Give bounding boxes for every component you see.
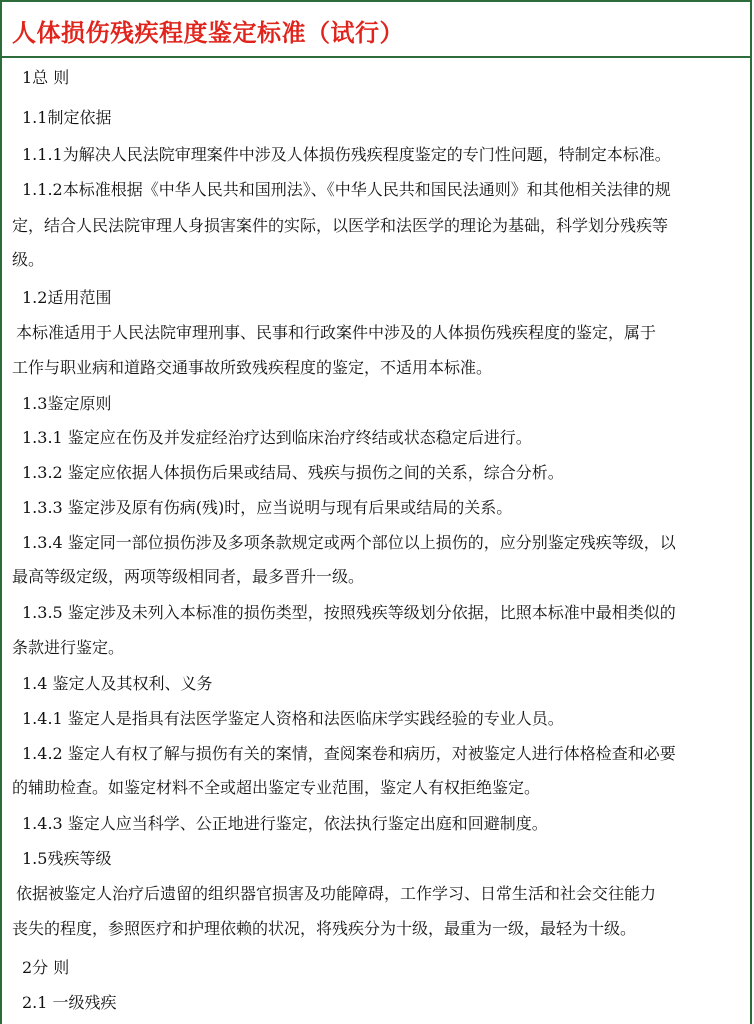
- paragraph-line: 1.4.1 鉴定人是指具有法医学鉴定人资格和法医临床学实践经验的专业人员。: [22, 709, 564, 728]
- paragraph-line: 条款进行鉴定。: [12, 638, 125, 657]
- paragraph-line: 1.3.2 鉴定应依据人体损伤后果或结局、残疾与损伤之间的关系，综合分析。: [22, 463, 564, 482]
- heading-grades: 1.5残疾等级: [22, 849, 112, 868]
- paragraph-line: 1.1.1为解决人民法院审理案件中涉及人体损伤残疾程度鉴定的专门性问题，特制定本标准。: [22, 145, 671, 164]
- paragraph-line: 定，结合人民法院审理人身损害案件的实际，以医学和法医学的理论为基础，科学划分残疾等: [12, 216, 669, 235]
- heading-appraiser: 1.4 鉴定人及其权利、义务: [22, 674, 213, 693]
- paragraph-line: 1.3.5 鉴定涉及未列入本标准的损伤类型，按照残疾等级划分依据，比照本标准中最相类似的: [22, 603, 676, 622]
- paragraph-line: 级。: [12, 250, 45, 269]
- paragraph-line: 本标准适用于人民法院审理刑事、民事和行政案件中涉及的人体损伤残疾程度的鉴定，属于: [16, 323, 657, 342]
- title-bar: [2, 0, 750, 58]
- paragraph-line: 的辅助检查。如鉴定材料不全或超出鉴定专业范围，鉴定人有权拒绝鉴定。: [12, 778, 541, 797]
- heading-basis: 1.1制定依据: [22, 108, 112, 127]
- paragraph-line: 丧失的程度，参照医疗和护理依赖的状况，将残疾分为十级，最重为一级，最轻为十级。: [12, 919, 637, 938]
- heading-scope: 1.2适用范围: [22, 288, 112, 307]
- paragraph-line: 1.1.2本标准根据《中华人民共和国刑法》、《中华人民共和国民法通则》和其他相关法律的规: [22, 180, 671, 199]
- heading-grade-one: 2.1 一级残疾: [22, 993, 117, 1012]
- paragraph-line: 1.3.1 鉴定应在伤及并发症经治疗达到临床治疗终结或状态稳定后进行。: [22, 428, 532, 447]
- paragraph-line: 1.3.4 鉴定同一部位损伤涉及多项条款规定或两个部位以上损伤的，应分别鉴定残疾等级，以: [22, 533, 676, 552]
- document-title: 人体损伤残疾程度鉴定标准（试行）: [12, 18, 404, 47]
- heading-general: 1总 则: [22, 68, 70, 87]
- paragraph-line: 工作与职业病和道路交通事故所致残疾程度的鉴定，不适用本标准。: [12, 358, 493, 377]
- paragraph-line: 1.4.3 鉴定人应当科学、公正地进行鉴定，依法执行鉴定出庭和回避制度。: [22, 814, 548, 833]
- paragraph-line: 1.4.2 鉴定人有权了解与损伤有关的案情，查阅案卷和病历，对被鉴定人进行体格检查和必要: [22, 744, 676, 763]
- paragraph-line: 最高等级定级，两项等级相同者，最多晋升一级。: [12, 567, 365, 586]
- paragraph-line: 依据被鉴定人治疗后遗留的组织器官损害及功能障碍，工作学习、日常生活和社会交往能力: [16, 884, 657, 903]
- heading-principles: 1.3鉴定原则: [22, 394, 112, 413]
- paragraph-line: 1.3.3 鉴定涉及原有伤病(残)时，应当说明与现有后果或结局的关系。: [22, 498, 513, 517]
- heading-specific: 2分 则: [22, 958, 70, 977]
